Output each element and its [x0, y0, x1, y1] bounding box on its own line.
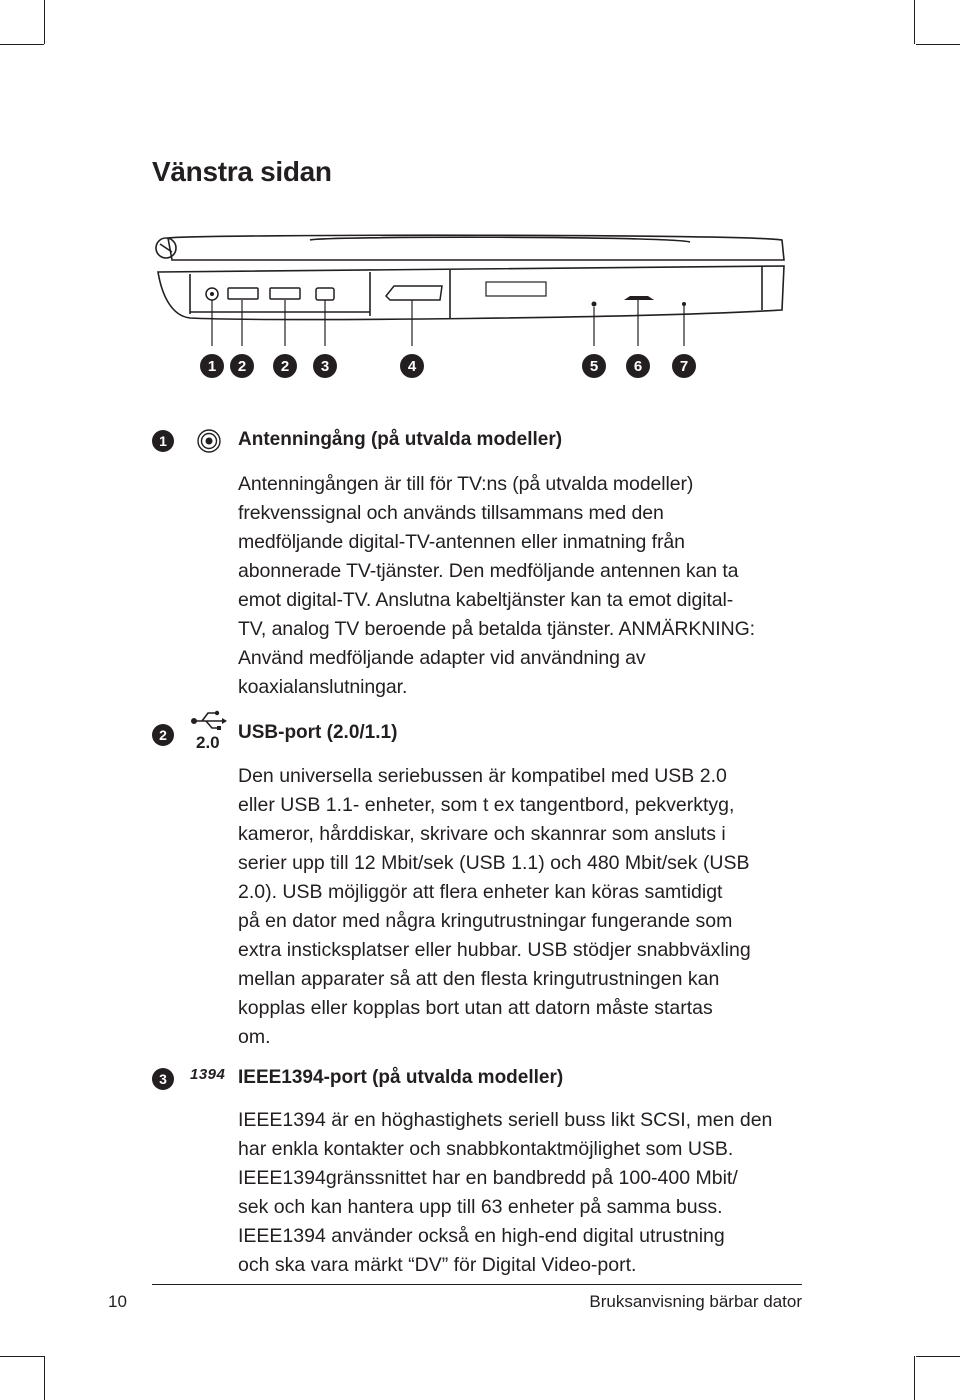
section-body-usb [238, 762, 808, 1052]
optical-drive-label [486, 282, 546, 296]
crop-mark [44, 0, 45, 44]
text-line: emot digital-TV. Anslutna kabeltjänster kan ta emot digital- [238, 589, 734, 611]
page-title: Vänstra sidan [152, 156, 332, 187]
laptop-side-illustration [150, 226, 790, 346]
footer-title: Bruksanvisning bärbar dator [589, 1292, 802, 1311]
crop-mark [0, 1356, 44, 1357]
usb-icon [188, 708, 228, 754]
emergency-eject-hole [682, 302, 686, 306]
text-line: mellan apparater så att den flesta kringutrustningen kan [238, 968, 720, 990]
text-line: IEEE1394 är en höghastighets seriell buss likt SCSI, men den [238, 1109, 773, 1131]
antenna-icon [196, 428, 222, 459]
crop-mark [914, 0, 915, 44]
section-number: 2 [152, 724, 174, 746]
usb-port [228, 288, 258, 299]
text-line: och ska vara märkt “DV” för Digital Video-port. [238, 1254, 637, 1276]
crop-mark [44, 1356, 45, 1400]
usb-port [270, 288, 300, 299]
section-heading-usb: USB-port (2.0/1.1) [238, 722, 398, 743]
text-line: koaxialanslutningar. [238, 676, 408, 698]
section-heading-antenna: Antenningång (på utvalda modeller) [238, 429, 563, 450]
section-number: 1 [152, 430, 174, 452]
callout-3: 3 [313, 354, 337, 378]
callout-5: 5 [582, 354, 606, 378]
text-line: serier upp till 12 Mbit/sek (USB 1.1) och 480 Mbit/sek (USB [238, 852, 750, 874]
crop-mark [0, 44, 44, 45]
text-line: sek och kan hantera upp till 63 enheter på samma buss. [238, 1196, 723, 1218]
text-line: kopplas eller kopplas bort utan att datorn måste startas [238, 997, 713, 1019]
text-line: extra insticksplatser eller hubbar. USB stödjer snabbväxling [238, 939, 751, 961]
text-line: Antenningången är till för TV:ns (på utvalda modeller) [238, 473, 694, 495]
crop-mark [916, 44, 960, 45]
text-line: Använd medföljande adapter vid användning av [238, 647, 646, 669]
crop-mark [916, 1356, 960, 1357]
callout-1: 1 [200, 354, 224, 378]
text-line: har enkla kontakter och snabbkontaktmöjlighet som USB. [238, 1138, 734, 1160]
text-line: IEEE1394 använder också en high-end digital utrustning [238, 1225, 725, 1247]
callout-2: 2 [230, 354, 254, 378]
card-reader-slot [386, 286, 442, 300]
crop-mark [914, 1356, 915, 1400]
text-line: om. [238, 1026, 271, 1048]
section-body-antenna [238, 470, 808, 702]
callout-2: 2 [273, 354, 297, 378]
callout-6: 6 [626, 354, 650, 378]
text-line: medföljande digital-TV-antennen eller inmatning från [238, 531, 685, 553]
footer-divider [152, 1284, 802, 1285]
callout-7: 7 [672, 354, 696, 378]
text-line: eller USB 1.1- enheter, som t ex tangentbord, pekverktyg, [238, 794, 735, 816]
drive-activity-indicator [592, 302, 597, 307]
section-body-ieee1394 [238, 1106, 808, 1280]
text-line: på en dator med några kringutrustningar fungerande som [238, 910, 733, 932]
optical-drive-eject [624, 296, 654, 300]
text-line: abonnerade TV-tjänster. Den medföljande antennen kan ta [238, 560, 739, 582]
section-heading-ieee1394: IEEE1394-port (på utvalda modeller) [238, 1067, 564, 1088]
usb-icon-label: 2.0 [196, 733, 220, 752]
section-number: 3 [152, 1068, 174, 1090]
text-line: kameror, hårddiskar, skrivare och skannrar som ansluts i [238, 823, 726, 845]
text-line: frekvenssignal och används tillsammans med den [238, 502, 664, 524]
ieee1394-port [316, 288, 334, 300]
ieee1394-icon: 1394 [190, 1066, 226, 1083]
page-number: 10 [108, 1292, 127, 1311]
text-line: Den universella seriebussen är kompatibel med USB 2.0 [238, 765, 727, 787]
callout-4: 4 [400, 354, 424, 378]
text-line: IEEE1394gränssnittet har en bandbredd på 100-400 Mbit/ [238, 1167, 738, 1189]
text-line: 2.0). USB möjliggör att flera enheter kan köras samtidigt [238, 881, 723, 903]
text-line: TV, analog TV beroende på betalda tjänster. ANMÄRKNING: [238, 618, 755, 640]
